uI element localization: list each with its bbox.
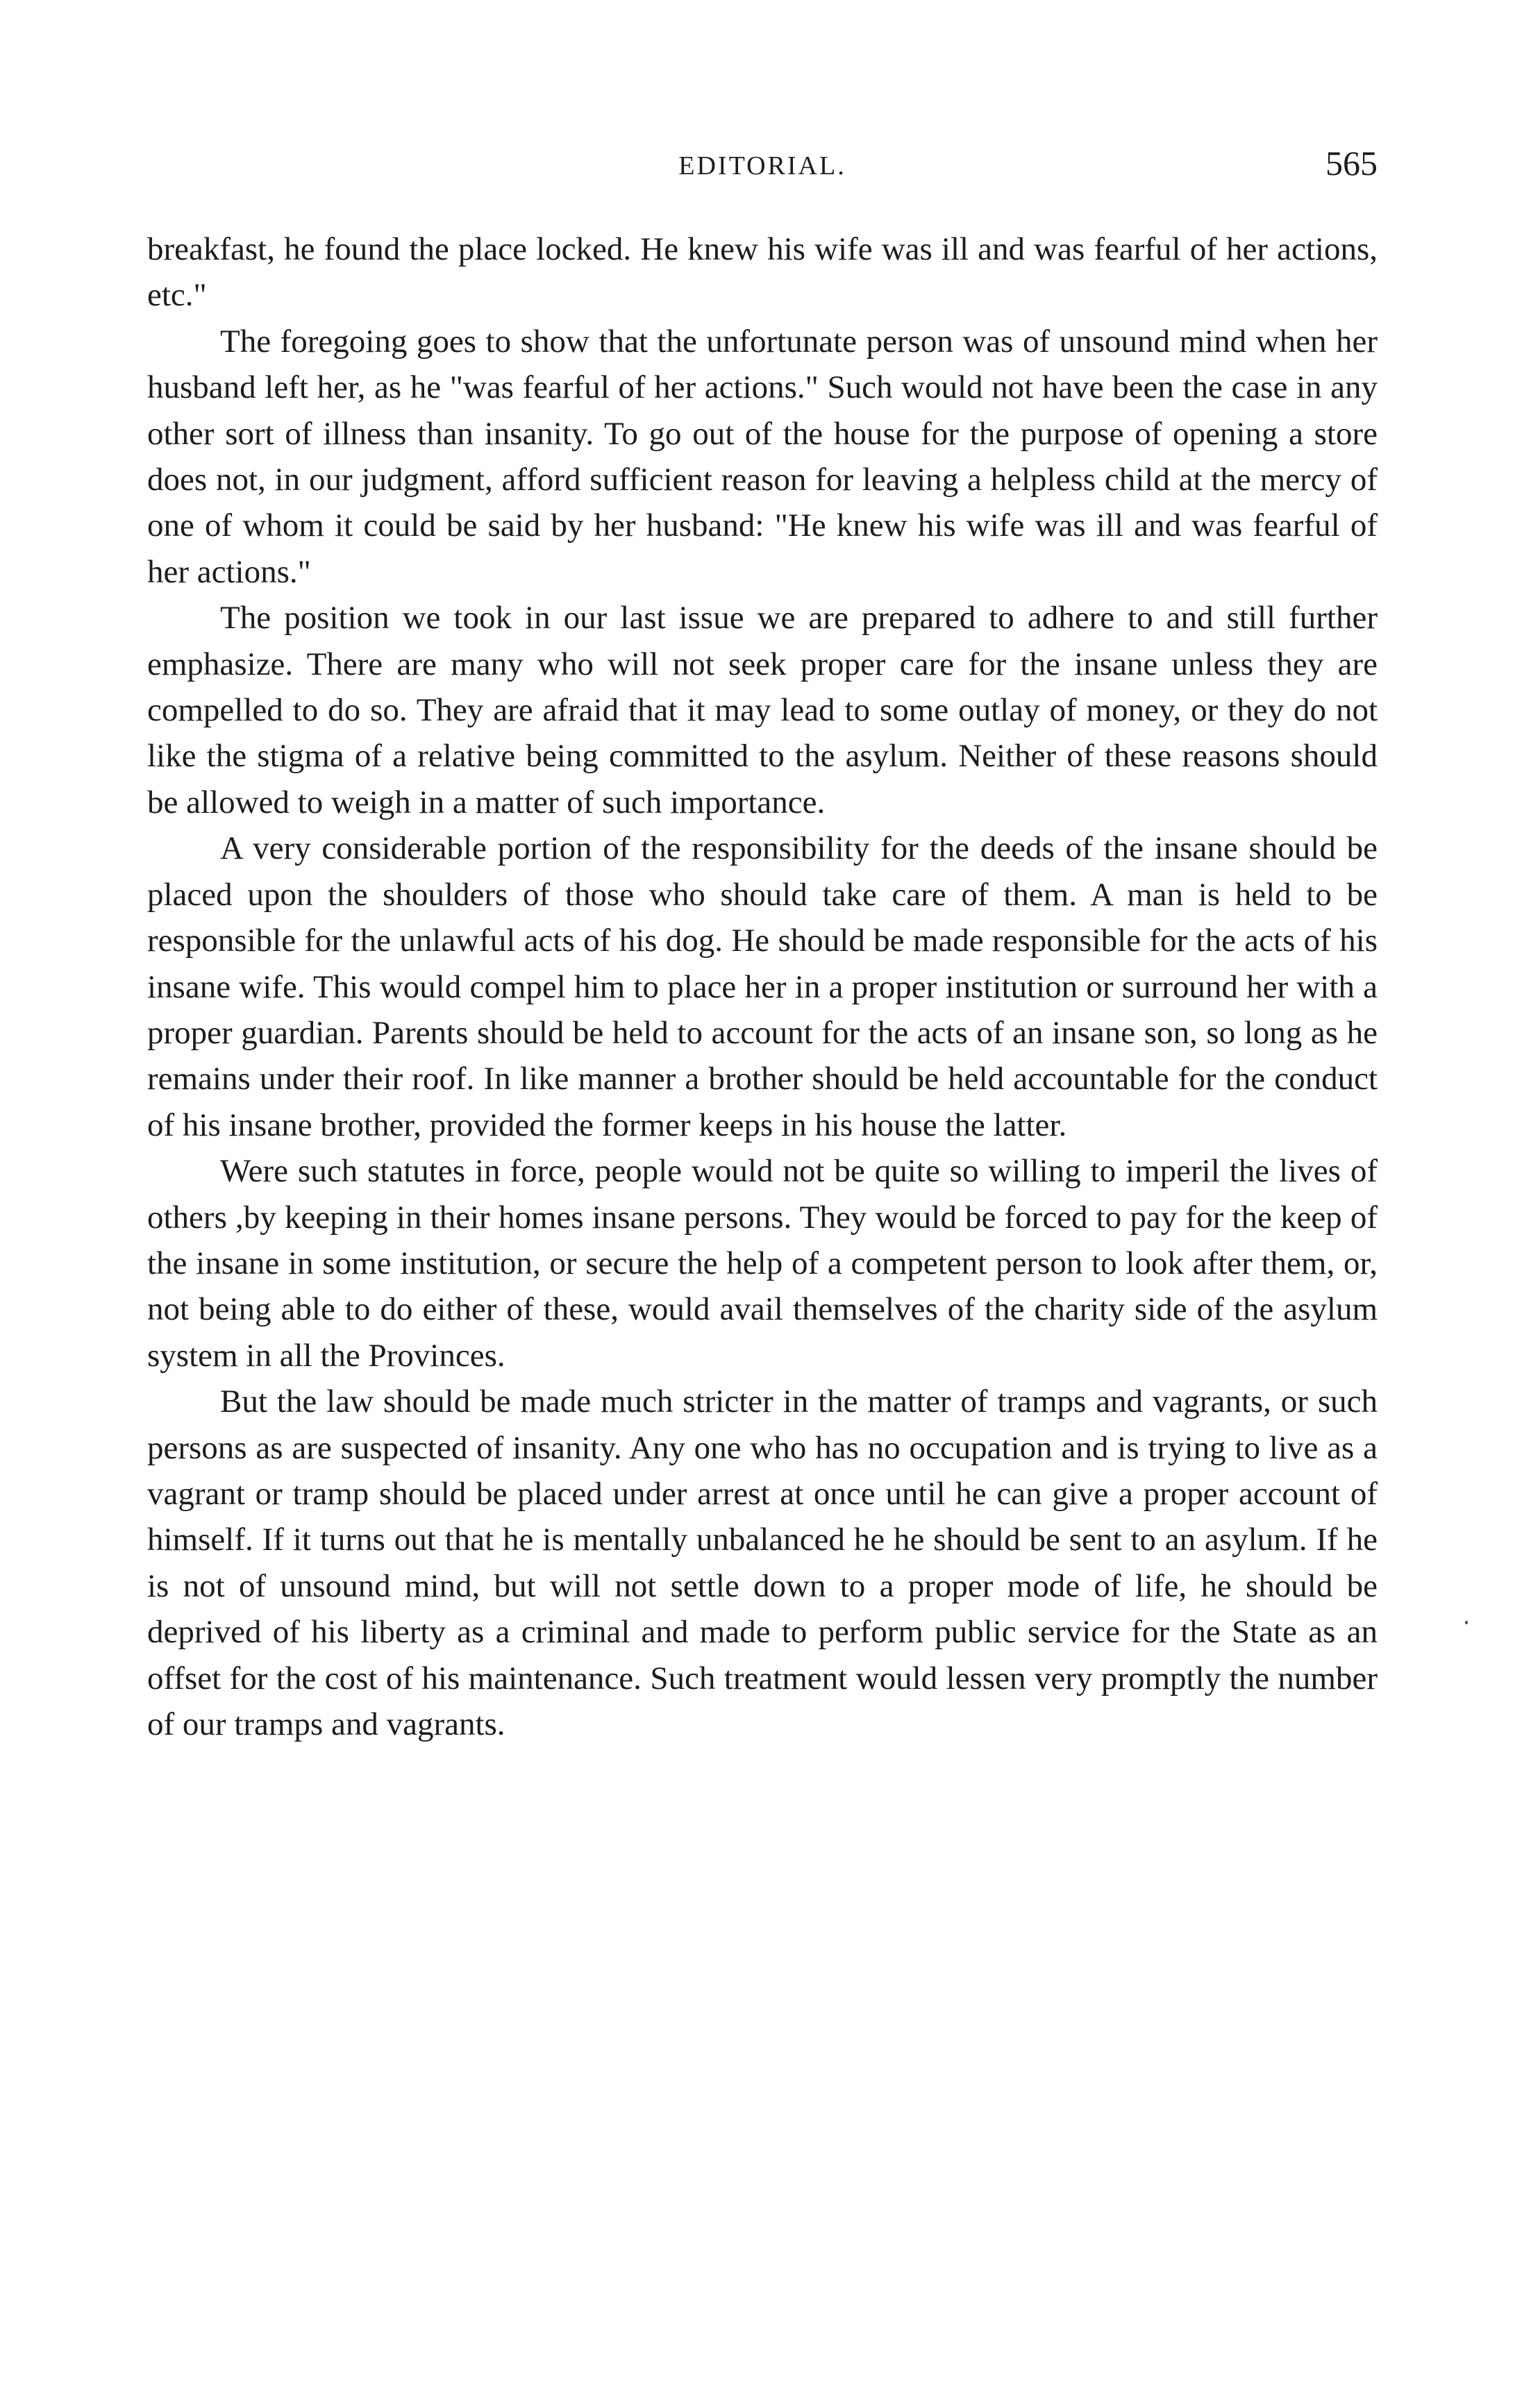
paragraph: The position we took in our last issue we are prepared to adhere to and still further emphasize. There are many who will not seek proper care for the insane unless they are compelled to do so. They are afraid that it may lead to some outlay of money, or they do not like the stigma of a relative being committed to the asylum. Neither of these reasons should be allowed to weigh in a matter of such importance. bbox=[147, 600, 1378, 820]
body-text bbox=[147, 226, 1378, 1747]
page-number: 565 bbox=[1325, 144, 1378, 183]
page-header bbox=[147, 132, 1378, 182]
paragraph: A very considerable portion of the responsibility for the deeds of the insane should be placed upon the shoulders of those who should take care of them. A man is held to be responsible for the unlawful acts of his dog. He should be made responsible for the acts of his insane wife. This would compel him to place her in a proper institution or surround her with a proper guardian. Parents should be held to account for the acts of an insane son, so long as he remains under their roof. In like manner a brother should be held accountable for the conduct of his insane brother, provided the former keeps in his house the latter. bbox=[147, 830, 1378, 1143]
running-head: EDITORIAL. bbox=[678, 151, 846, 180]
paragraph-continued: breakfast, he found the place locked. He knew his wife was ill and was fearful of her actions, etc." bbox=[147, 231, 1378, 314]
paragraph: The foregoing goes to show that the unfortunate person was of unsound mind when her husband left her, as he "was fearful of her actions." Such would not have been the case in any other sort of illness than insanity. To go out of the house for the purpose of opening a store does not, in our judgment, afford sufficient reason for leaving a helpless child at the mercy of one of whom it could be said by her husband: "He knew his wife was ill and was fearful of her actions." bbox=[147, 323, 1378, 590]
page bbox=[147, 132, 1378, 1747]
paragraph: Were such statutes in force, people would not be quite so willing to imperil the lives of others ,by keeping in their homes insane persons. They would be forced to pay for the keep of the insane in some institution, or secure the help of a competent person to look after them, or, not being able to do either of these, would avail themselves of the charity side of the asylum system in all the Provinces. bbox=[147, 1153, 1378, 1374]
paragraph: But the law should be made much stricter in the matter of tramps and vagrants, or such persons as are suspected of insanity. Any one who has no occupation and is trying to live as a vagrant or tramp should be placed under arrest at once until he can give a proper account of himself. If it turns out that he is mentally unbalanced he he should be sent to an asylum. If he is not of unsound mind, but will not settle down to a proper mode of life, he should be deprived of his liberty as a criminal and made to perform public service for the State as an offset for the cost of his maintenance. Such treatment would lessen very promptly the number of our tramps and vagrants. bbox=[147, 1383, 1378, 1742]
scan-speck bbox=[1465, 1621, 1468, 1624]
